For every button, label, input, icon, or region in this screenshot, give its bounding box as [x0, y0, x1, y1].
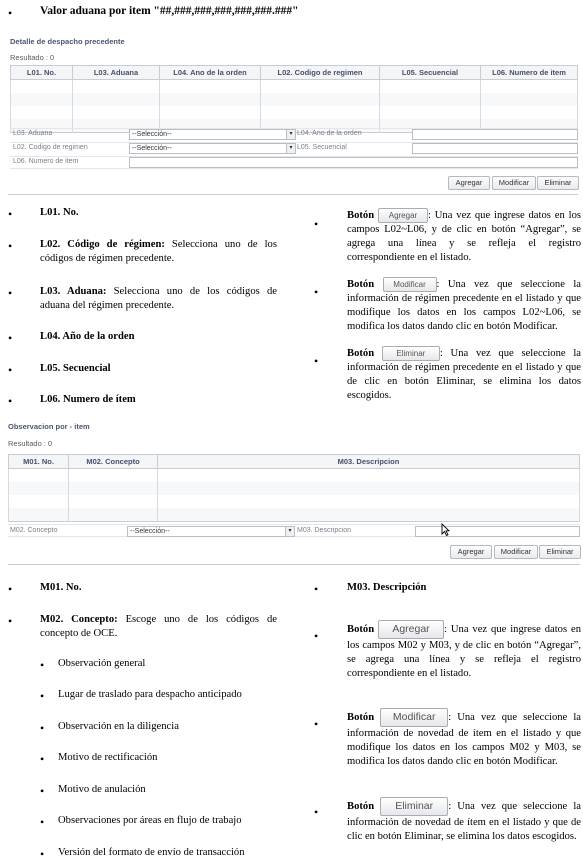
sub-bullet: •: [40, 847, 45, 861]
bullet: •: [314, 582, 319, 596]
result-count: Resultado : 0: [8, 439, 53, 448]
concept-item: Observación en la diligencia: [58, 721, 179, 732]
term-description: : Una vez que seleccione la información de régimen precedente en el listado y que de clic en botón Eliminar, se elimina los datos escogidos.: [347, 347, 581, 401]
term-description: : Una vez que seleccione la información de régimen precedente en el listado y que modifique los datos en los campos L02~L06, se modifica los datos dando clic en botón Modificar.: [347, 278, 582, 332]
modify-button[interactable]: Modificar: [492, 176, 536, 190]
bullet: •: [314, 805, 319, 819]
sub-bullet: •: [40, 752, 45, 766]
desc-add-button: [347, 208, 581, 265]
select-value: --Selección--: [132, 145, 172, 152]
term: L02. Código de régimen:: [40, 239, 165, 250]
field-label-ano: L04. Ano de la orden: [297, 130, 362, 137]
term: L06. Numero de ítem: [40, 394, 136, 405]
desc-modify-button-2: [347, 708, 581, 769]
chevron-down-icon[interactable]: ▾: [286, 130, 295, 139]
desc-m03: [347, 581, 581, 595]
chevron-down-icon[interactable]: ▾: [285, 527, 294, 536]
bullet: •: [314, 717, 319, 731]
term-description: Escoge uno de los códigos de concepto de OCE.: [40, 614, 277, 639]
bullet: •: [8, 6, 13, 20]
term: Botón: [347, 347, 375, 359]
ano-input[interactable]: [412, 129, 578, 140]
desc-m02: [40, 613, 277, 641]
table-row[interactable]: [9, 482, 580, 495]
table-row[interactable]: [11, 80, 578, 94]
desc-m01: [40, 581, 277, 595]
table-row[interactable]: [11, 106, 578, 119]
term: Botón: [347, 209, 375, 221]
table-row[interactable]: [9, 495, 580, 508]
bullet: •: [8, 614, 13, 628]
add-button-sample: Agregar: [378, 620, 444, 639]
bullet: •: [8, 239, 13, 253]
sub-bullet: •: [40, 721, 45, 735]
precedent-table[interactable]: [10, 65, 578, 133]
field-label-descripcion: M03. Descripcion: [297, 527, 352, 534]
bullet: •: [314, 354, 319, 368]
concept-item: Versión del formato de envío de transacción: [58, 847, 245, 858]
delete-button[interactable]: Eliminar: [539, 545, 581, 559]
add-button[interactable]: Agregar: [450, 545, 492, 559]
panel-title: Detalle de despacho precedente: [10, 37, 125, 46]
desc-delete-button-2: [347, 797, 581, 844]
concept-item: Observaciones por áreas en flujo de trabajo: [58, 815, 242, 826]
field-label-aduana: L03. Aduana: [13, 130, 53, 137]
secuencial-input[interactable]: [412, 143, 578, 154]
table-row[interactable]: [9, 508, 580, 522]
term: Botón: [347, 800, 375, 812]
modify-button-sample: Modificar: [383, 277, 437, 292]
sub-bullet: •: [40, 784, 45, 798]
term-description: : Una vez que ingrese datos en los campos L02~L06, y de clic en botón “Agregar”, se agrega una línea y se refleja el registro correspondiente en el listado.: [347, 209, 581, 263]
table-row[interactable]: [11, 93, 578, 106]
modify-button[interactable]: Modificar: [494, 545, 538, 559]
bullet: •: [314, 217, 319, 231]
observation-table[interactable]: [8, 454, 580, 522]
field-label-concepto: M02. Concepto: [10, 527, 58, 534]
col-header[interactable]: M02. Concepto: [69, 455, 158, 469]
concept-item: Motivo de anulación: [58, 784, 146, 795]
descripcion-input[interactable]: [415, 526, 580, 537]
sub-bullet: •: [40, 815, 45, 829]
col-header[interactable]: L03. Aduana: [73, 66, 160, 80]
desc-delete-button: [347, 346, 581, 403]
modify-button-sample: Modificar: [380, 708, 448, 727]
delete-button-sample: Eliminar: [382, 346, 440, 361]
col-header[interactable]: M01. No.: [9, 455, 69, 469]
desc-l04: [40, 330, 277, 344]
term: Botón: [347, 278, 375, 290]
table-header: [9, 455, 580, 469]
term: M03. Descripción: [347, 582, 427, 593]
chevron-down-icon[interactable]: ▾: [286, 144, 295, 153]
add-button[interactable]: Agregar: [448, 176, 490, 190]
panel-title: Observacion por - item: [8, 422, 90, 431]
field-label-secuencial: L05. Secuencial: [297, 144, 347, 151]
desc-l03: [40, 285, 277, 313]
sub-bullet: •: [40, 658, 45, 672]
concept-item: Lugar de traslado para despacho anticipado: [58, 689, 242, 700]
term: M01. No.: [40, 582, 82, 593]
term-description: : Una vez que seleccione la información de novedad de ítem en el listado y que de clic en botón Eliminar, se elimina los datos escogidos.: [347, 800, 581, 842]
col-header[interactable]: L05. Secuencial: [380, 66, 481, 80]
term: L05. Secuencial: [40, 363, 111, 374]
add-button-sample: Agregar: [378, 208, 428, 223]
bullet: •: [314, 629, 319, 643]
desc-l06: [40, 393, 277, 407]
bullet: •: [8, 582, 13, 596]
divider: [8, 194, 578, 195]
field-label-regimen: L02. Codigo de regimen: [13, 144, 88, 151]
term: L01. No.: [40, 207, 79, 218]
term-description: : Una vez que ingrese datos en los campos M02 y M03, y de clic en botón “Agregar”, se agrega una línea y se refleja el registro correspondiente en el listado.: [347, 623, 582, 679]
term-description: Selecciona uno de los códigos de régimen precedente.: [40, 239, 277, 264]
term-description: : Una vez que seleccione la información de novedad de ítem en el listado y que modifique los datos en los campos M02 y M03, se modifica los datos dando clic en botón Modificar.: [347, 711, 581, 767]
term: L03. Aduana:: [40, 286, 107, 297]
col-header[interactable]: M03. Descripcion: [158, 455, 580, 469]
regimen-select[interactable]: [129, 143, 296, 154]
term-description: Selecciona uno de los códigos de aduana del régimen precedente.: [40, 286, 277, 311]
divider: [8, 564, 580, 565]
concept-item: Motivo de rectificación: [58, 752, 158, 763]
term: Botón: [347, 623, 375, 635]
col-header[interactable]: L06. Numero de item: [481, 66, 578, 80]
col-header[interactable]: L04. Ano de la orden: [160, 66, 261, 80]
concept-item: Observación general: [58, 658, 146, 669]
numero-item-input[interactable]: [129, 157, 578, 168]
bullet: •: [8, 286, 13, 300]
term: M02. Concepto:: [40, 614, 118, 625]
concepto-select[interactable]: [127, 526, 295, 537]
select-value: --Selección--: [130, 528, 170, 535]
bullet: •: [8, 331, 13, 345]
term: Botón: [347, 711, 375, 723]
delete-button[interactable]: Eliminar: [537, 176, 579, 190]
sub-bullet: •: [40, 689, 45, 703]
desc-l05: [40, 362, 277, 376]
col-header[interactable]: L02. Codigo de regimen: [261, 66, 380, 80]
desc-modify-button: [347, 277, 581, 334]
bullet: •: [314, 285, 319, 299]
mouse-cursor-icon: [441, 523, 450, 541]
bullet: •: [8, 363, 13, 377]
select-value: --Selección--: [132, 131, 172, 138]
result-count: Resultado : 0: [10, 53, 55, 62]
table-row[interactable]: [9, 469, 580, 483]
desc-l02: [40, 238, 277, 266]
page-heading: Valor aduana por item "##,###,###,###,###,###.###": [40, 5, 299, 17]
term: L04. Año de la orden: [40, 331, 135, 342]
desc-add-button-2: [347, 620, 581, 681]
aduana-select[interactable]: [129, 129, 296, 140]
desc-l01: [40, 206, 277, 220]
col-header[interactable]: L01. No.: [11, 66, 73, 80]
bullet: •: [8, 394, 13, 408]
field-label-numero-item: L06. Numero de item: [13, 158, 79, 165]
table-header: [11, 66, 578, 80]
delete-button-sample: Eliminar: [380, 797, 448, 816]
bullet: •: [8, 207, 13, 221]
